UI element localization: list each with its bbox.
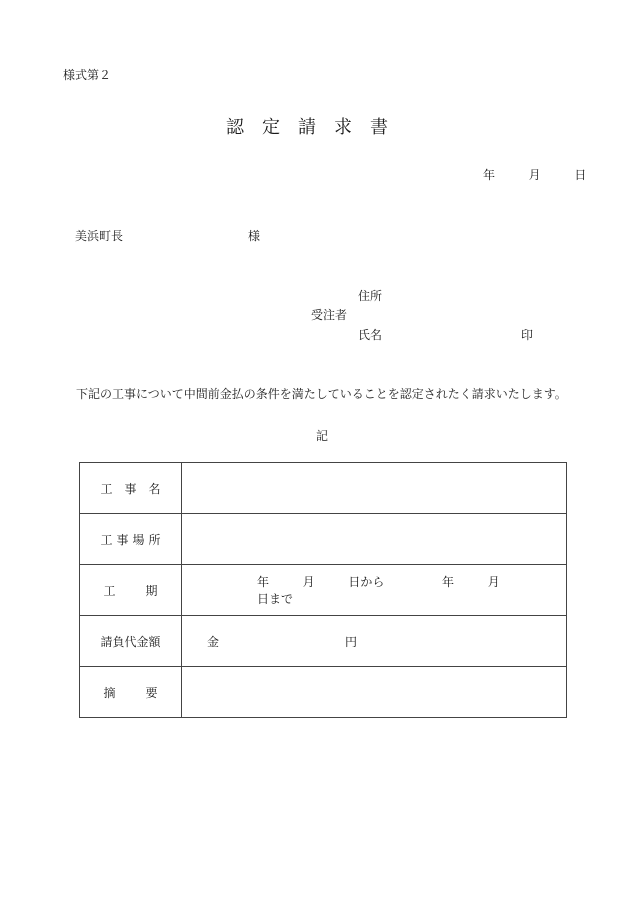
- form-number: 様式第２: [63, 68, 112, 82]
- row-label-cell: [80, 514, 182, 565]
- contract-amount-label: 請負代金額: [100, 634, 161, 649]
- period-start-year: 年: [257, 575, 270, 589]
- amount-unit: 円: [345, 635, 358, 649]
- ki-label: 記: [316, 429, 329, 443]
- date-month-label: 月: [528, 168, 541, 182]
- row-label-cell: [80, 616, 182, 667]
- row-label-cell: [80, 565, 188, 616]
- table-row: [80, 667, 567, 718]
- project-name-value[interactable]: [182, 463, 567, 514]
- row-label-cell: [80, 667, 188, 718]
- seal-label: 印: [521, 328, 534, 342]
- address-label: 住所: [358, 289, 383, 303]
- construction-period-label: 工期: [103, 583, 188, 598]
- period-end-year: 年: [442, 575, 455, 589]
- contract-amount-value[interactable]: [182, 616, 567, 667]
- amount-prefix: 金: [207, 635, 220, 649]
- project-name-label: 工事名: [100, 481, 173, 496]
- table-row: [80, 565, 567, 616]
- date-day-label: 日: [574, 168, 587, 182]
- remarks-label: 摘要: [103, 685, 188, 700]
- period-start-day: 日から: [348, 575, 385, 589]
- construction-period-value[interactable]: [182, 565, 567, 616]
- contractor-label: 受注者: [311, 308, 348, 322]
- date-line: [483, 166, 586, 183]
- table-row: [80, 514, 567, 565]
- document-title: 認定請求書: [226, 117, 406, 138]
- addressee-name: 美浜町長: [75, 229, 124, 243]
- project-location-label: 工事場所: [100, 532, 165, 547]
- table-row: [80, 616, 567, 667]
- row-label-cell: [80, 463, 182, 514]
- period-start-month: 月: [302, 575, 315, 589]
- request-text: 下記の工事について中間前金払の条件を満たしていることを認定されたく請求いたします。: [76, 387, 567, 401]
- project-location-value[interactable]: [182, 514, 567, 565]
- details-table: [79, 462, 567, 718]
- remarks-value[interactable]: [182, 667, 567, 718]
- addressee-honorific: 様: [248, 229, 261, 243]
- table-row: [80, 463, 567, 514]
- date-year-label: 年: [483, 168, 496, 182]
- period-end-month: 月: [487, 575, 500, 589]
- period-end-day: 日まで: [257, 592, 294, 606]
- name-label: 氏名: [358, 328, 383, 342]
